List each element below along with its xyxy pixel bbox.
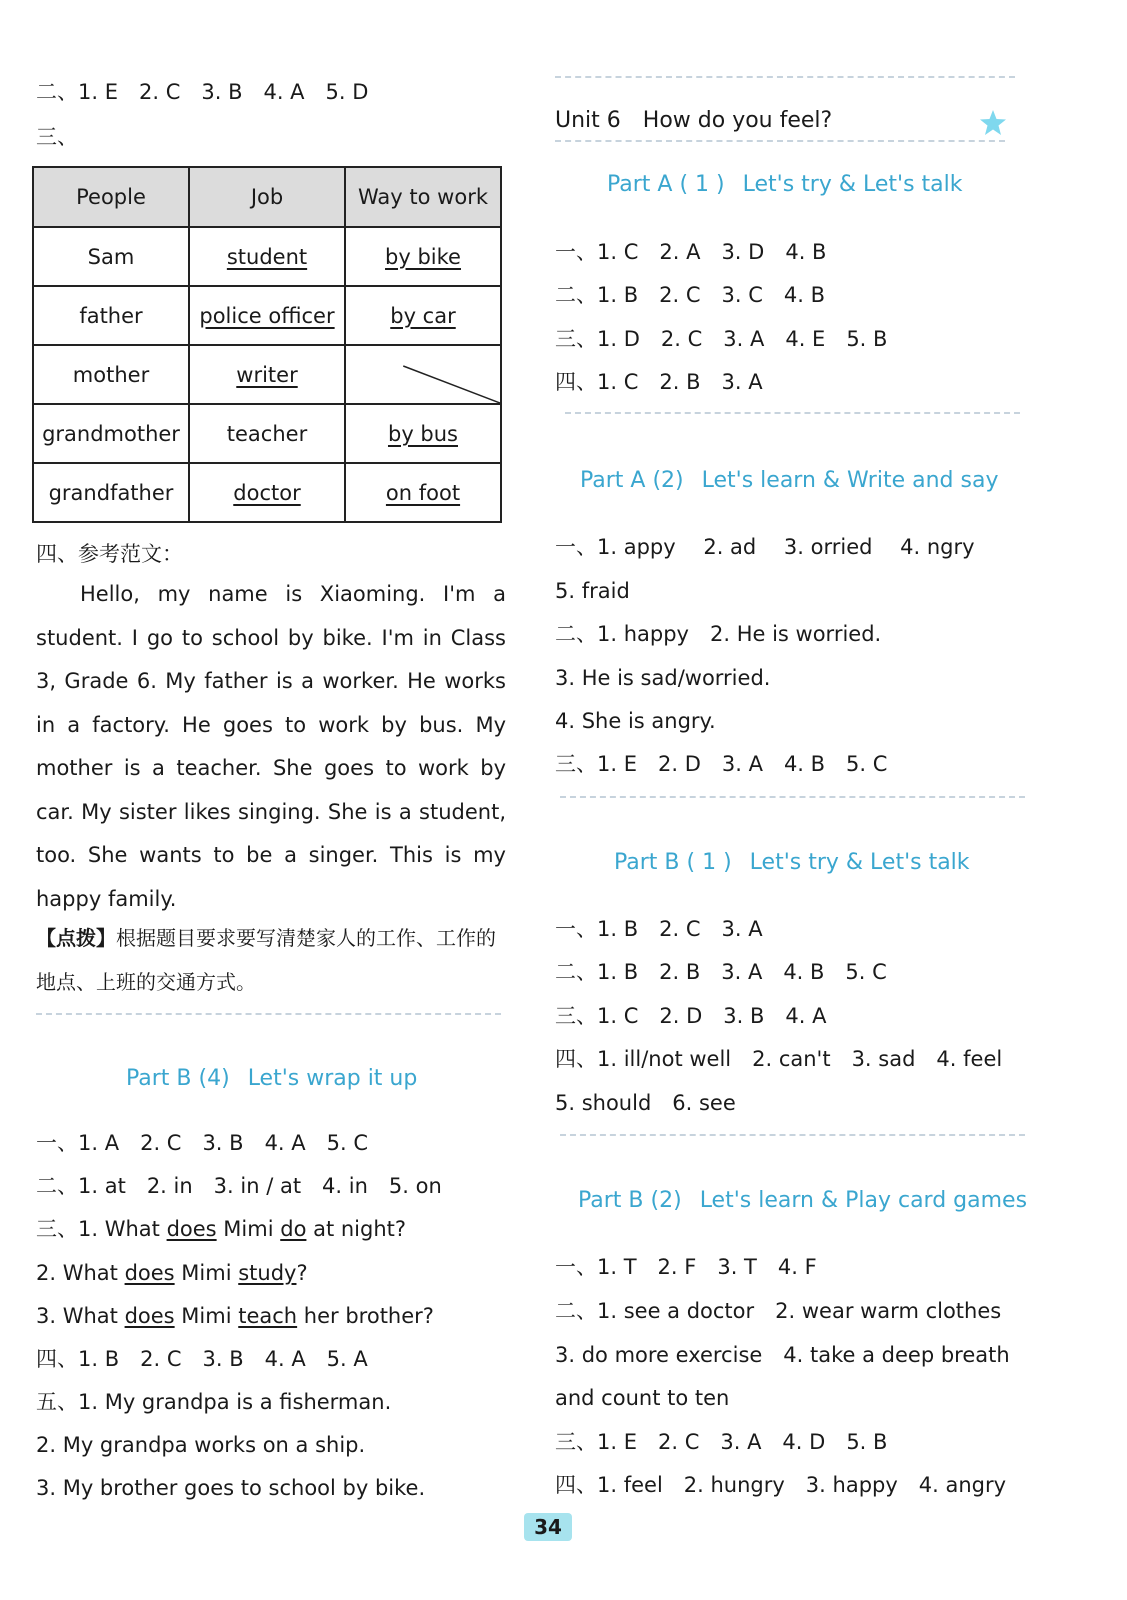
table-cell-person: mother bbox=[33, 345, 189, 404]
tip-note bbox=[36, 916, 506, 1004]
divider bbox=[560, 1134, 1025, 1136]
table-cell-person: father bbox=[33, 286, 189, 345]
tip-text: 根据题目要求要写清楚家人的工作、工作的地点、上班的交通方式。 bbox=[36, 926, 496, 994]
people-job-table bbox=[32, 166, 502, 523]
table-cell-person: grandmother bbox=[33, 404, 189, 463]
part-a2-line-3: 二、1. happy 2. He is worried. bbox=[555, 622, 882, 646]
table-header: Way to work bbox=[345, 167, 501, 227]
table-row bbox=[33, 286, 501, 345]
table-cell-way: by bus bbox=[345, 404, 501, 463]
table-cell-job: writer bbox=[189, 345, 345, 404]
part-b1-line-3: 三、1. C 2. D 3. B 4. A bbox=[555, 1004, 827, 1028]
sample-essay: Hello, my name is Xiaoming. I'm a student. I go to school by bike. I'm in Class 3, Grade 6. My father is a worker. He works in a factory. He goes to work by bus. My mother is a teacher. She goes to work by car. My sister likes singing. She is a student, too. She wants to be a singer. This is my happy family. bbox=[36, 582, 506, 911]
part-b4-line-5: 3. What does Mimi teach her brother? bbox=[36, 1304, 434, 1328]
table-header-row bbox=[33, 167, 501, 227]
table-cell-way: by bike bbox=[345, 227, 501, 286]
part-b1-heading: Part B ( 1 ) Let's try & Let's talk bbox=[614, 850, 970, 875]
part-a2-line-1: 一、1. appy 2. ad 3. orried 4. ngry bbox=[555, 535, 975, 559]
table-row bbox=[33, 345, 501, 404]
part-b2-line-5: 三、1. E 2. C 3. A 4. D 5. B bbox=[555, 1430, 888, 1454]
part-a1-line-3: 三、1. D 2. C 3. A 4. E 5. B bbox=[555, 327, 888, 351]
table-row bbox=[33, 227, 501, 286]
table-cell-job: student bbox=[189, 227, 345, 286]
part-a1-line-2: 二、1. B 2. C 3. C 4. B bbox=[555, 283, 825, 307]
part-b1-line-2: 二、1. B 2. B 3. A 4. B 5. C bbox=[555, 960, 887, 984]
part-a1-heading: Part A ( 1 ) Let's try & Let's talk bbox=[607, 172, 963, 197]
part-a2-line-4: 3. He is sad/worried. bbox=[555, 666, 771, 690]
part-b2-heading: Part B (2) Let's learn & Play card games bbox=[578, 1188, 1028, 1213]
diagonal-slash-icon bbox=[346, 346, 500, 403]
table-header: People bbox=[33, 167, 189, 227]
table-row bbox=[33, 404, 501, 463]
section-4-title: 四、参考范文： bbox=[36, 542, 183, 566]
part-b4-line-6: 四、1. B 2. C 3. B 4. A 5. A bbox=[36, 1347, 368, 1371]
part-b2-line-6: 四、1. feel 2. hungry 3. happy 4. angry bbox=[555, 1473, 1007, 1497]
part-b2-line-4: and count to ten bbox=[555, 1386, 730, 1410]
table-cell-person: grandfather bbox=[33, 463, 189, 522]
table-cell-way: by car bbox=[345, 286, 501, 345]
part-b2-line-3: 3. do more exercise 4. take a deep breath bbox=[555, 1343, 1010, 1367]
answer-section-3-label: 三、 bbox=[36, 125, 78, 149]
part-b2-line-2: 二、1. see a doctor 2. wear warm clothes bbox=[555, 1299, 1002, 1323]
part-b2-line-1: 一、1. T 2. F 3. T 4. F bbox=[555, 1255, 817, 1279]
table-row bbox=[33, 463, 501, 522]
divider bbox=[560, 796, 1025, 798]
divider bbox=[565, 412, 1020, 414]
table-cell-job: teacher bbox=[189, 404, 345, 463]
table-cell-person: Sam bbox=[33, 227, 189, 286]
table-cell-job: police officer bbox=[189, 286, 345, 345]
part-b4-line-9: 3. My brother goes to school by bike. bbox=[36, 1476, 426, 1500]
star-icon bbox=[978, 108, 1008, 138]
unit-title: Unit 6 How do you feel? bbox=[555, 108, 833, 133]
table-cell-way: on foot bbox=[345, 463, 501, 522]
part-b4-heading: Part B (4) Let's wrap it up bbox=[126, 1066, 418, 1091]
part-b1-line-4: 四、1. ill/not well 2. can't 3. sad 4. feel bbox=[555, 1047, 1003, 1071]
part-a1-line-1: 一、1. C 2. A 3. D 4. B bbox=[555, 240, 827, 264]
part-b4-line-4: 2. What does Mimi study? bbox=[36, 1261, 308, 1285]
part-a2-heading: Part A (2) Let's learn & Write and say bbox=[580, 468, 999, 493]
part-b1-line-1: 一、1. B 2. C 3. A bbox=[555, 917, 763, 941]
divider bbox=[36, 1013, 501, 1015]
part-b4-line-1: 一、1. A 2. C 3. B 4. A 5. C bbox=[36, 1131, 369, 1155]
table-cell-job: doctor bbox=[189, 463, 345, 522]
part-b4-line-2: 二、1. at 2. in 3. in / at 4. in 5. on bbox=[36, 1174, 442, 1198]
tip-label: 【点拨】 bbox=[36, 926, 116, 950]
part-b4-line-7: 五、1. My grandpa is a fisherman. bbox=[36, 1390, 392, 1414]
part-a2-line-2: 5. fraid bbox=[555, 579, 630, 603]
part-a2-line-6: 三、1. E 2. D 3. A 4. B 5. C bbox=[555, 752, 888, 776]
divider bbox=[555, 76, 1015, 78]
part-b1-line-5: 5. should 6. see bbox=[555, 1091, 736, 1115]
table-header: Job bbox=[189, 167, 345, 227]
part-a1-line-4: 四、1. C 2. B 3. A bbox=[555, 370, 763, 394]
page-number: 34 bbox=[524, 1513, 572, 1541]
answer-section-2: 二、1. E 2. C 3. B 4. A 5. D bbox=[36, 80, 369, 104]
part-a2-line-5: 4. She is angry. bbox=[555, 709, 716, 733]
table-cell-way-empty bbox=[345, 345, 501, 404]
part-b4-line-8: 2. My grandpa works on a ship. bbox=[36, 1433, 366, 1457]
part-b4-line-3: 三、1. What does Mimi do at night? bbox=[36, 1217, 407, 1241]
divider bbox=[555, 140, 1005, 142]
